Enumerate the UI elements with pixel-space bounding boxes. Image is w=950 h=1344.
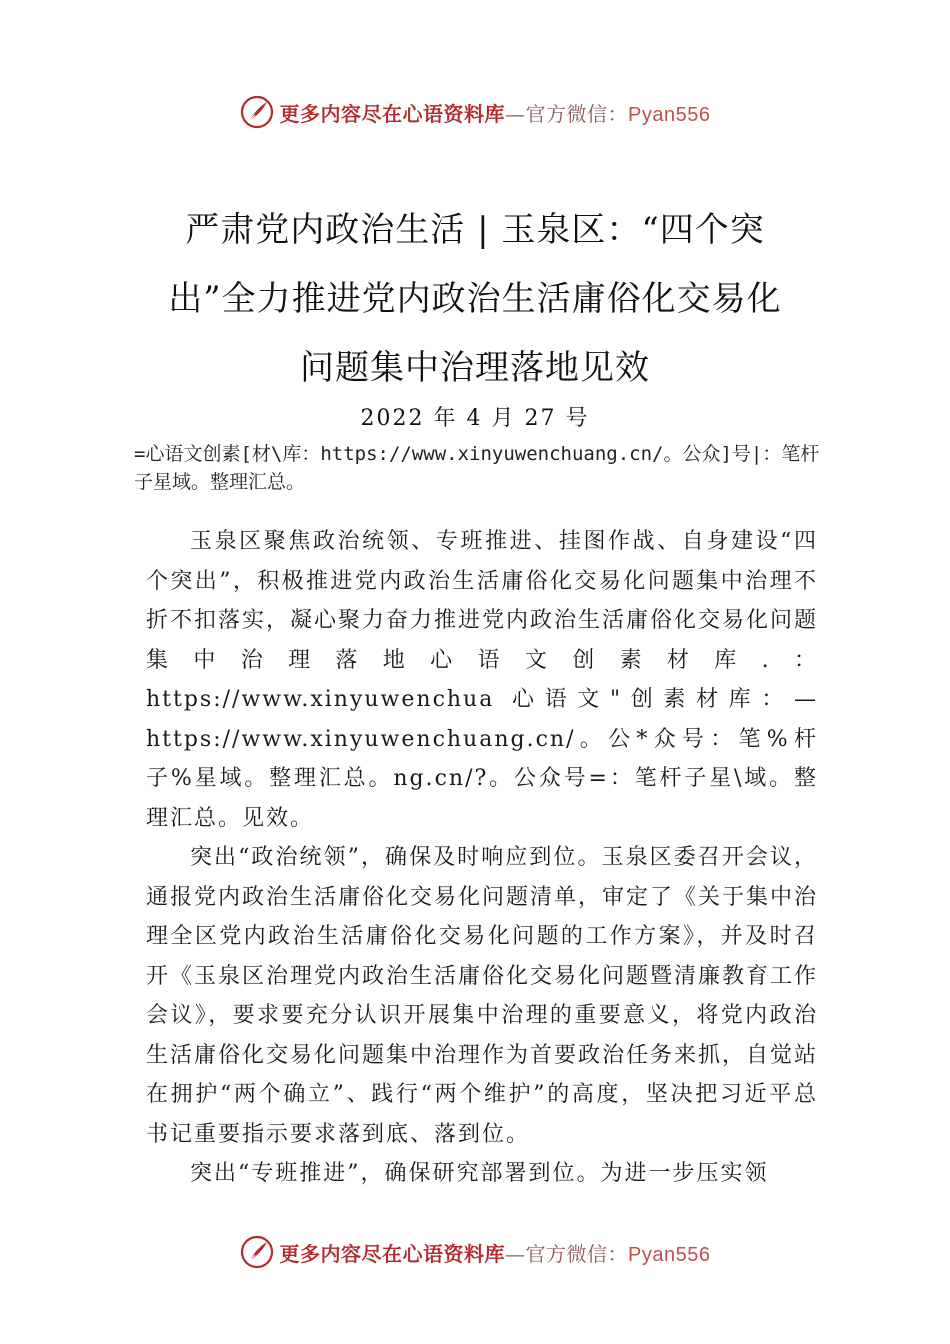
header-banner-dash: — bbox=[505, 101, 526, 126]
header-banner-label: 官方微信： bbox=[525, 101, 629, 126]
article-title-line: 问题集中治理落地见效 bbox=[300, 348, 650, 388]
footer-banner bbox=[0, 1232, 950, 1272]
header-banner-slogan: 更多内容尽在心语资料库 bbox=[279, 101, 506, 126]
article-title bbox=[150, 196, 800, 403]
footer-banner-wechat-id: Pyan556 bbox=[628, 1243, 711, 1266]
body-paragraph: 突出“专班推进”，确保研究部署到位。为进一步压实领 bbox=[190, 1161, 769, 1186]
footer-banner-dash: — bbox=[505, 1241, 526, 1266]
article-title-line: 严肃党内政治生活 | 玉泉区：“四个突 bbox=[185, 210, 765, 250]
header-banner-text bbox=[280, 98, 711, 127]
footer-banner-label: 官方微信： bbox=[525, 1241, 629, 1266]
quill-pen-logo-icon bbox=[240, 95, 274, 129]
article-date: 2022 年 4 月 27 号 bbox=[360, 406, 590, 431]
header-banner-wechat-id: Pyan556 bbox=[628, 103, 711, 126]
footer-banner-text bbox=[280, 1238, 711, 1267]
article-title-line: 出”全力推进党内政治生活庸俗化交易化 bbox=[168, 279, 782, 319]
header-banner bbox=[0, 92, 950, 132]
body-paragraph: 玉泉区聚焦政治统领、专班推进、挂图作战、自身建设“四个突出”，积极推进党内政治生活庸俗化交易化问题集中治理不折不扣落实，凝心聚力奋力推进党内政治生活庸俗化交易化问题集中治理落地心语文创素材库.：https://www.xinyuwenchua 心语文"创素材库：—https://www.xinyuwenchuang.cn/。公*众号：笔%杆子%星域。整理汇总。ng.cn/?。公众号=：笔杆子星\域。整理汇总。见效。 bbox=[146, 529, 819, 831]
body-paragraph: 突出“政治统领”，确保及时响应到位。玉泉区委召开会议，通报党内政治生活庸俗化交易化问题清单，审定了《关于集中治理全区党内政治生活庸俗化交易化问题的工作方案》，并及时召开《玉泉区治理党内政治生活庸俗化交易化问题暨清廉教育工作会议》，要求要充分认识开展集中治理的重要意义，将党内政治生活庸俗化交易化问题集中治理作为首要政治任务来抓，自觉站在拥护“两个确立”、践行“两个维护”的高度，坚决把习近平总书记重要指示要求落到底、落到位。 bbox=[146, 845, 819, 1147]
quill-pen-logo-icon bbox=[240, 1235, 274, 1269]
article-body bbox=[146, 522, 818, 1194]
footer-banner-slogan: 更多内容尽在心语资料库 bbox=[279, 1241, 506, 1266]
source-note: =心语文创素[材\库：https://www.xinyuwenchuang.cn/。公众]号|：笔杆子星域。整理汇总。 bbox=[134, 443, 820, 493]
